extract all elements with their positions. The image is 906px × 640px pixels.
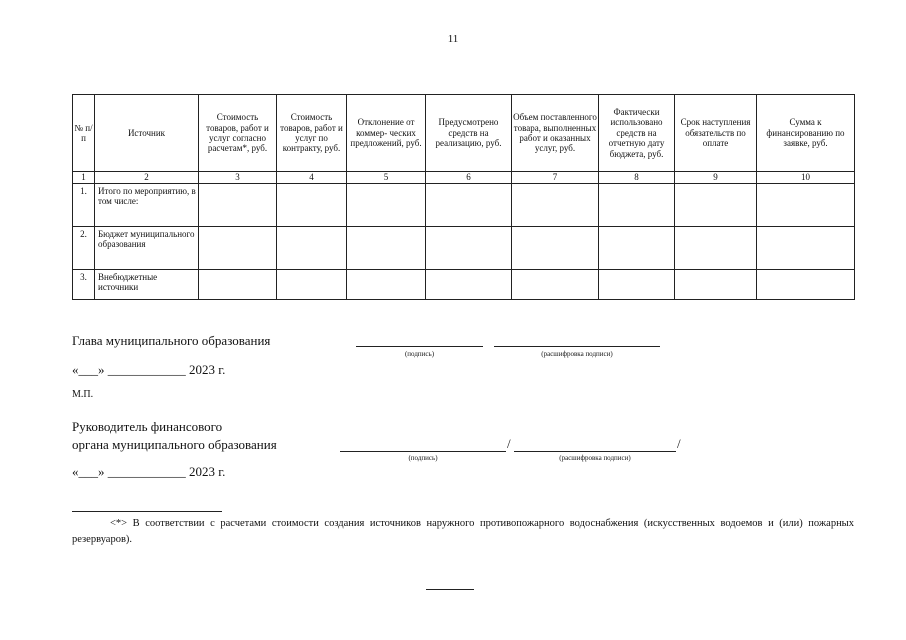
header-row: [73, 95, 855, 172]
head-decoding-caption: (расшифровка подписи): [541, 350, 613, 358]
empty-cell: [347, 184, 426, 227]
row-number: 3.: [73, 270, 95, 300]
empty-cell: [277, 184, 347, 227]
empty-cell: [199, 270, 277, 300]
column-number: 5: [347, 172, 426, 184]
header-cell-number: № п/п: [73, 95, 95, 172]
empty-cell: [277, 227, 347, 270]
empty-cell: [512, 184, 599, 227]
footnote: <*> В соответствии с расчетами стоимости создания источников наружного противопожарного водоснабжения (искусственных водоемов и (или) пожарных резервуаров).: [72, 518, 854, 545]
empty-cell: [675, 270, 757, 300]
header-cell-estimated-cost: Стоимость товаров, работ и услуг согласно расчетам*, руб.: [199, 95, 277, 172]
table-row: [73, 184, 855, 227]
head-signature-caption: (подпись): [404, 350, 435, 358]
table-row: [73, 227, 855, 270]
column-number: 8: [599, 172, 675, 184]
row-source: Внебюджетные источники: [95, 270, 199, 300]
finance-signatory-title-line2: органа муниципального образования: [72, 437, 277, 452]
column-number: 10: [757, 172, 855, 184]
page-end-rule: [426, 589, 474, 590]
column-number: 4: [277, 172, 347, 184]
head-date: «___» ____________ 2023 г.: [72, 362, 226, 377]
empty-cell: [426, 227, 512, 270]
empty-cell: [599, 270, 675, 300]
column-number: 3: [199, 172, 277, 184]
financing-table: [72, 94, 855, 300]
finance-date: «___» ____________ 2023 г.: [72, 464, 226, 479]
finance-decoding-line: [514, 451, 676, 452]
table-row: [73, 270, 855, 300]
empty-cell: [199, 227, 277, 270]
finance-slash-2: /: [677, 436, 681, 451]
header-cell-contract-cost: Стоимость товаров, работ и услуг по контракту, руб.: [277, 95, 347, 172]
column-number-row: [73, 172, 855, 184]
header-cell-delivered-volume: Объем поставленного товара, выполненных работ и оказанных услуг, руб.: [512, 95, 599, 172]
stamp-place-label: М.П.: [72, 389, 94, 400]
empty-cell: [757, 184, 855, 227]
header-cell-deviation: Отклонение от коммер- ческих предложений, руб.: [347, 95, 426, 172]
empty-cell: [512, 270, 599, 300]
page-number: 11: [447, 33, 459, 45]
header-cell-requested-amount: Сумма к финансированию по заявке, руб.: [757, 95, 855, 172]
column-number: 2: [95, 172, 199, 184]
empty-cell: [675, 184, 757, 227]
empty-cell: [426, 184, 512, 227]
row-source: Бюджет муниципального образования: [95, 227, 199, 270]
finance-signatory-title-line1: Руководитель финансового: [72, 419, 223, 434]
finance-signature-line: [340, 451, 506, 452]
head-signatory-title: Глава муниципального образования: [72, 333, 271, 348]
finance-slash-1: /: [507, 436, 511, 451]
column-number: 6: [426, 172, 512, 184]
row-number: 2.: [73, 227, 95, 270]
header-cell-actual-used: Фактически использовано средств на отчетную дату бюджета, руб.: [599, 95, 675, 172]
empty-cell: [599, 227, 675, 270]
finance-decoding-caption: (расшифровка подписи): [559, 454, 631, 462]
row-source: Итого по мероприятию, в том числе:: [95, 184, 199, 227]
footnote-separator: [72, 511, 222, 512]
empty-cell: [675, 227, 757, 270]
column-number: 9: [675, 172, 757, 184]
empty-cell: [199, 184, 277, 227]
column-number: 7: [512, 172, 599, 184]
empty-cell: [347, 270, 426, 300]
empty-cell: [757, 270, 855, 300]
empty-cell: [277, 270, 347, 300]
header-cell-payment-deadline: Срок наступления обязательств по оплате: [675, 95, 757, 172]
head-signature-line: [356, 346, 483, 347]
column-number: 1: [73, 172, 95, 184]
header-cell-planned-funds: Предусмотрено средств на реализацию, руб.: [426, 95, 512, 172]
empty-cell: [347, 227, 426, 270]
header-cell-source: Источник: [95, 95, 199, 172]
empty-cell: [599, 184, 675, 227]
empty-cell: [757, 227, 855, 270]
head-decoding-line: [494, 346, 660, 347]
empty-cell: [426, 270, 512, 300]
row-number: 1.: [73, 184, 95, 227]
empty-cell: [512, 227, 599, 270]
finance-signature-caption: (подпись): [408, 454, 438, 462]
